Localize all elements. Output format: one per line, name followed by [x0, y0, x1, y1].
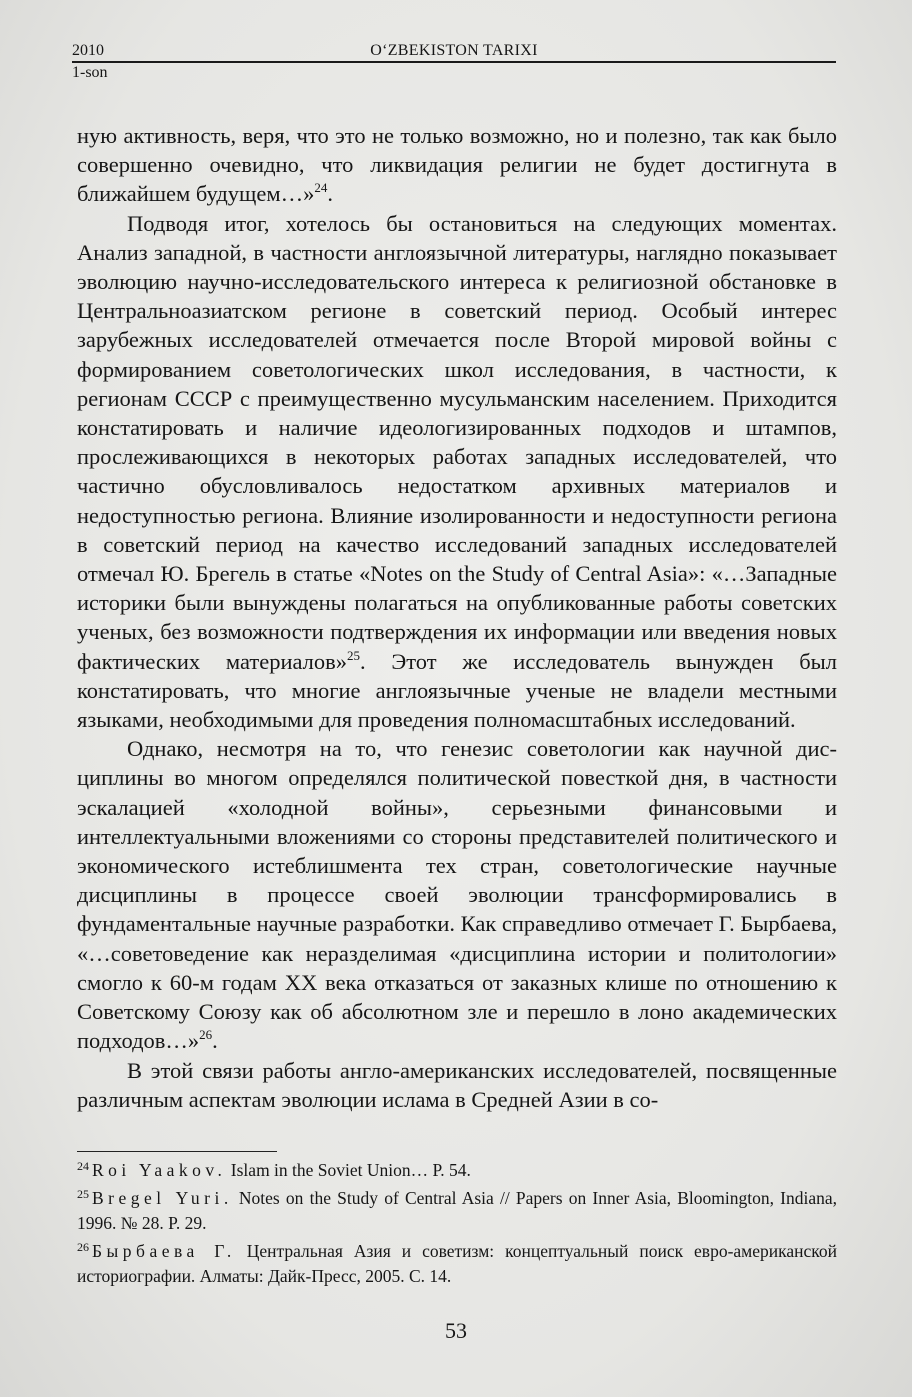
paragraph-2 — [77, 209, 837, 735]
paragraph-4 — [77, 1056, 837, 1114]
paragraph-1 — [77, 121, 837, 209]
footnote-ref-25: 25 — [347, 647, 361, 663]
footnote-25 — [77, 1186, 837, 1236]
running-head — [72, 40, 836, 80]
footnote-number: 26 — [77, 1240, 89, 1254]
footnote-number: 24 — [77, 1159, 89, 1173]
paragraph-3-text: Однако, несмотря на то, что генезис советологии как научной дисциплины во многом определялся политической повесткой дня, в частности эскалацией «холодной войны», серьезными финансовыми и интеллектуальными вложениями со стороны представителей политического и экономического истеблишмента тех стран, советологические научные дисциплины в процессе своей эволюции трансформировались в фундаментальные научные разработки. Как справедливо отмечает Г. Бырбаева, «…советоведение как неразделимая «дисциплина истории и политологии» смогло к 60-м годам XX века отказаться от заказных клише по отношению к Советскому Союзу как об абсолютном зле и перешло в лоно академических подходов…» — [77, 736, 837, 1054]
footnote-author: Бырбаева Г. — [92, 1241, 236, 1261]
paragraph-2-text: Подводя итог, хотелось бы остановиться на следующих моментах. Анализ западной, в частности англоязычной литературы, наглядно показывает эволюцию научно-исследовательского интереса к религиозной обстановке в Центральноазиатском регионе в советский период. Особый интерес зарубежных исследователей отмечается после Второй мировой войны с формированием советологических школ исследования, в частности, к регионам СССР с преимущественно мусульманским населением. Приходится констатировать и наличие идеологизированных подходов и штампов, прослеживающихся в некоторых работах западных исследователей, что частично обусловливалось недостатком архивных материалов и недоступностью региона. Влияние изолированности и недоступности региона в советский период на качество исследований западных исследователей отмечал Ю. Брегель в статье «Notes on the Study of Central Asia»: «…Западные историки были вынуждены полагаться на опубликованные работы советских ученых, без возможности подтверждения их информации или введения новых фактических материалов» — [77, 210, 837, 674]
header-journal-title: O‘ZBEKISTON TARIXI — [370, 42, 538, 59]
footnote-24 — [77, 1158, 837, 1183]
footnote-ref-26: 26 — [199, 1027, 213, 1043]
paragraph-1-tail: . — [327, 181, 333, 207]
footnote-text: Центральная Азия и советизм: концептуальный поиск евро-американской историографии. Алматы: Дайк-Пресс, 2005. С. 14. — [77, 1241, 837, 1286]
footnote-author: Roi Yaakov. — [92, 1160, 227, 1180]
page-number: 53 — [445, 1318, 467, 1343]
paragraph-2-tail: . Этот же исследователь вынужден был констатировать, что многие англоязычные ученые не владели местными языками, необходимыми для проведения полномасштабных исследований. — [77, 648, 837, 733]
paragraph-1-text: ную активность, веря, что это не только возможно, но и полезно, так как было совершенно очевидно, что ликвидация религии не будет достигнута в ближайшем будущем…» — [77, 123, 837, 207]
paragraph-3-tail: . — [212, 1028, 218, 1054]
header-rule — [72, 61, 836, 63]
header-issue: 1-son — [72, 64, 108, 81]
header-year: 2010 — [72, 42, 104, 59]
footnote-26 — [77, 1239, 837, 1289]
footnote-number: 25 — [77, 1187, 89, 1201]
footnote-ref-24: 24 — [314, 180, 328, 196]
footnote-separator — [77, 1151, 277, 1152]
footnote-text: Notes on the Study of Central Asia // Papers on Inner Asia, Bloomington, Indiana, 1996. № 28. P. 29. — [77, 1188, 837, 1233]
footnote-author: Bregel Yuri. — [92, 1188, 233, 1208]
paragraph-4-text: В этой связи работы англо-американских исследователей, посвященные различным аспектам эволюции ислама в Средней Азии в со- — [77, 1057, 837, 1112]
footnote-text: Islam in the Soviet Union… P. 54. — [226, 1160, 471, 1180]
footnotes — [77, 1158, 837, 1292]
main-text — [77, 121, 837, 1114]
paragraph-3 — [77, 734, 837, 1055]
